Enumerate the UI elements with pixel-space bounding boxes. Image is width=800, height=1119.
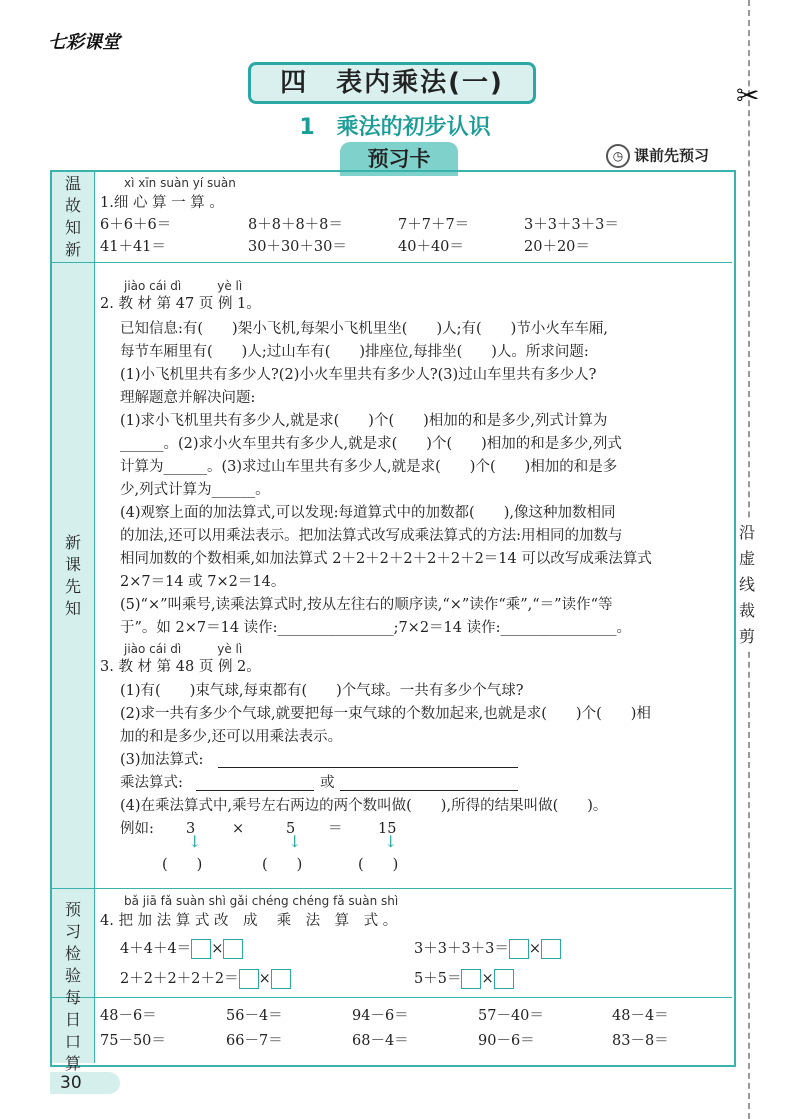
answer-paren[interactable]: ( ) bbox=[358, 857, 399, 873]
text-line: ______。(2)求小火车里共有多少人,就是求( )个( )相加的和是多少,列式 bbox=[120, 436, 622, 452]
answer-line[interactable] bbox=[196, 790, 314, 791]
divider bbox=[52, 888, 732, 889]
scissors-icon: ✂ bbox=[736, 79, 760, 112]
text-line: 理解题意并解决问题: bbox=[120, 390, 256, 406]
text-line: 相同加数的个数相乘,如加法算式 2＋2＋2＋2＋2＋2＋2＝14 可以改写成乘法算式 bbox=[120, 551, 652, 567]
math-item: 8＋8＋8＋8＝ bbox=[248, 217, 343, 233]
math-item: 7＋7＋7＝ bbox=[398, 217, 470, 233]
text-line: 2×7＝14 或 7×2＝14。 bbox=[120, 574, 286, 590]
section-label-check: 预习检验 bbox=[52, 889, 95, 997]
text-line: (1)有( )束气球,每束都有( )个气球。一共有多少个气球? bbox=[120, 683, 524, 699]
pinyin: bǎ jiā fǎ suàn shì gǎi chéng chéng fǎ suàn shì bbox=[124, 894, 399, 908]
answer-box[interactable] bbox=[494, 969, 514, 989]
pinyin: jiào cái dì yè lì bbox=[124, 642, 243, 656]
example-product: 15 bbox=[378, 821, 397, 837]
example-times: × bbox=[232, 821, 245, 837]
answer-line[interactable] bbox=[340, 790, 518, 791]
answer-box[interactable] bbox=[509, 939, 529, 959]
divider bbox=[52, 997, 732, 998]
answer-box[interactable] bbox=[223, 939, 243, 959]
question-title: 2. 教 材 第 47 页 例 1。 bbox=[100, 296, 261, 312]
or-label: 或 bbox=[320, 775, 335, 791]
text-line: 每节车厢里有( )人;过山车有( )排座位,每排坐( )人。所求问题: bbox=[120, 344, 589, 360]
math-item: 41＋41＝ bbox=[100, 239, 166, 255]
page-number: 30 bbox=[50, 1072, 120, 1094]
answer-box[interactable] bbox=[271, 969, 291, 989]
daily-item: 48－6＝ bbox=[100, 1008, 157, 1024]
section-label-new: 新课先知 bbox=[52, 263, 95, 888]
pinyin: jiào cái dì yè lì bbox=[124, 279, 243, 293]
section-label-daily: 每日口算 bbox=[52, 998, 95, 1063]
divider bbox=[52, 262, 732, 263]
text-line: (4)观察上面的加法算式,可以发现:每道算式中的加数都( ),像这种加数相同 bbox=[120, 505, 616, 521]
example-label: 例如: bbox=[120, 821, 154, 837]
daily-item: 83－8＝ bbox=[612, 1033, 669, 1049]
daily-item: 75－50＝ bbox=[100, 1033, 166, 1049]
arrow-down-icon: ↓ bbox=[384, 832, 398, 851]
answer-box[interactable] bbox=[541, 939, 561, 959]
card-title: 预习卡 bbox=[340, 142, 458, 176]
text-line: 加的和是多少,还可以用乘法表示。 bbox=[120, 729, 343, 745]
question-title: 4. 把 加 法 算 式 改 成 乘 法 算 式 。 bbox=[100, 913, 398, 929]
text-line: 少,列式计算为______。 bbox=[120, 482, 270, 498]
preview-label: ◷ 课前先预习 bbox=[606, 144, 709, 168]
answer-line[interactable] bbox=[218, 767, 518, 768]
question-title: 3. 教 材 第 48 页 例 2。 bbox=[100, 659, 261, 675]
brand-logo: 七彩课堂 bbox=[48, 32, 120, 53]
text-line: (1)求小飞机里共有多少人,就是求( )个( )相加的和是多少,列式计算为 bbox=[120, 413, 608, 429]
example-factor: 5 bbox=[286, 821, 296, 837]
daily-item: 48－4＝ bbox=[612, 1008, 669, 1024]
add-label: (3)加法算式: bbox=[120, 752, 204, 768]
question-title: 1.细 心 算 一 算 。 bbox=[100, 195, 224, 211]
daily-item: 66－7＝ bbox=[226, 1033, 283, 1049]
answer-paren[interactable]: ( ) bbox=[162, 857, 203, 873]
example-factor: 3 bbox=[186, 821, 196, 837]
math-item: 40＋40＝ bbox=[398, 239, 464, 255]
convert-item: 4＋4＋4＝ × bbox=[120, 938, 243, 960]
answer-box[interactable] bbox=[239, 969, 259, 989]
section-label-review: 温故知新 bbox=[52, 172, 95, 262]
example-equals: ＝ bbox=[328, 821, 343, 837]
daily-item: 56－4＝ bbox=[226, 1008, 283, 1024]
daily-item: 68－4＝ bbox=[352, 1033, 409, 1049]
convert-item: 5＋5＝ × bbox=[414, 968, 514, 990]
mul-label: 乘法算式: bbox=[120, 775, 183, 791]
math-item: 20＋20＝ bbox=[524, 239, 590, 255]
text-line: (2)求一共有多少个气球,就要把每一束气球的个数加起来,也就是求( )个( )相 bbox=[120, 706, 651, 722]
daily-item: 57－40＝ bbox=[478, 1008, 544, 1024]
arrow-down-icon: ↓ bbox=[288, 832, 302, 851]
chapter-title: 四 表内乘法(一) bbox=[248, 62, 536, 104]
lesson-title: 1 乘法的初步认识 bbox=[299, 115, 491, 140]
answer-paren[interactable]: ( ) bbox=[262, 857, 303, 873]
math-item: 3＋3＋3＋3＝ bbox=[524, 217, 619, 233]
answer-box[interactable] bbox=[461, 969, 481, 989]
text-line: (5)“×”叫乘号,读乘法算式时,按从左往右的顺序读,“×”读作“乘”,“＝”读作“等 bbox=[120, 597, 613, 613]
text-line: 已知信息:有( )架小飞机,每架小飞机里坐( )人;有( )节小火车车厢, bbox=[120, 321, 608, 337]
text-line: (1)小飞机里共有多少人?(2)小火车里共有多少人?(3)过山车里共有多少人? bbox=[120, 367, 597, 383]
text-line: 于”。如 2×7＝14 读作:________________;7×2＝14 读作:________________。 bbox=[120, 620, 631, 636]
convert-item: 3＋3＋3＋3＝ × bbox=[414, 938, 561, 960]
math-item: 30＋30＋30＝ bbox=[248, 239, 347, 255]
pinyin: xì xīn suàn yí suàn bbox=[124, 176, 236, 190]
cut-instruction: 沿虚线裁剪 bbox=[733, 520, 761, 650]
text-line: 的加法,还可以用乘法表示。把加法算式改写成乘法算式的方法:用相同的加数与 bbox=[120, 528, 623, 544]
text-line: (4)在乘法算式中,乘号左右两边的两个数叫做( ),所得的结果叫做( )。 bbox=[120, 798, 608, 814]
convert-item: 2＋2＋2＋2＋2＝ × bbox=[120, 968, 291, 990]
daily-item: 90－6＝ bbox=[478, 1033, 535, 1049]
daily-item: 94－6＝ bbox=[352, 1008, 409, 1024]
text-line: 计算为______。(3)求过山车里共有多少人,就是求( )个( )相加的和是多 bbox=[120, 459, 618, 475]
clock-icon: ◷ bbox=[606, 144, 630, 168]
math-item: 6＋6＋6＝ bbox=[100, 217, 172, 233]
answer-box[interactable] bbox=[191, 939, 211, 959]
arrow-down-icon: ↓ bbox=[188, 832, 202, 851]
